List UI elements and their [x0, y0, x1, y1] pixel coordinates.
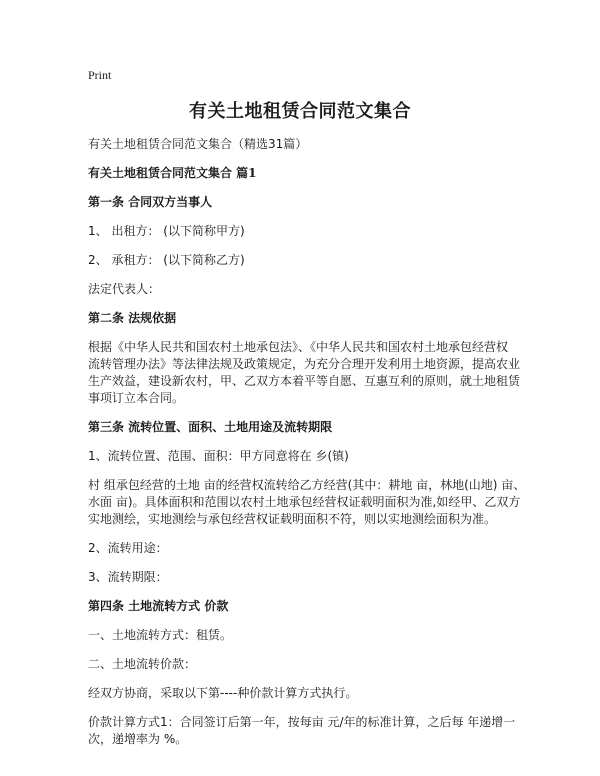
article-1-heading: 第一条 合同双方当事人	[88, 195, 213, 209]
article-1-lessor: 1、 出租方： (以下简称甲方)	[88, 224, 245, 238]
article-2-line: 根据《中华人民共和国农村土地承包法》、《中华人民共和国农村土地承包经营权	[88, 340, 509, 354]
article-3-line: 村 组承包经营的土地 亩的经营权流转给乙方经营(其中：耕地 亩，林地(山地) 亩、	[88, 478, 526, 492]
document-subtitle: 有关土地租赁合同范文集合（精选31篇）	[88, 137, 308, 151]
part-heading: 有关土地租赁合同范文集合 篇1	[88, 166, 257, 180]
article-2-line: 事项订立本合同。	[88, 391, 185, 405]
article-2-line: 生产效益，建设新农村，甲、乙双方本着平等自愿、互惠互利的原则，就土地租赁	[88, 374, 521, 388]
article-3-line: 实地测绘，实地测绘与承包经营权证载明面积不符，则以实地测绘面积为准。	[88, 512, 497, 526]
article-4-price: 二、土地流转价款：	[88, 657, 197, 671]
article-1-legal-rep: 法定代表人：	[88, 282, 161, 296]
article-4-calculation	[88, 714, 516, 748]
article-4-heading: 第四条 土地流转方式 价款	[88, 599, 229, 613]
article-2-line: 流转管理办法》等法律法规及政策规定，为充分合理开发利用土地资源，提高农业	[88, 357, 521, 371]
article-4-method: 一、土地流转方式：租赁。	[88, 628, 233, 642]
article-3-body	[88, 477, 526, 528]
article-4-negotiation: 经双方协商，采取以下第----种价款计算方式执行。	[88, 686, 358, 700]
article-4-line: 价款计算方式1：合同签订后第一年，按每亩 元/年的标准计算，之后每 年递增一	[88, 715, 516, 729]
print-label: Print	[88, 68, 112, 82]
article-3-usage: 2、流转用途：	[88, 541, 168, 555]
article-3-heading: 第三条 流转位置、面积、土地用途及流转期限	[88, 420, 333, 434]
document-title: 有关土地租赁合同范文集合	[189, 101, 411, 122]
article-3-term: 3、流转期限：	[88, 570, 168, 584]
article-2-body	[88, 339, 521, 407]
article-3-line: 水面 亩)。具体面积和范围以农村土地承包经营权证载明面积为准,如经甲、乙双方	[88, 495, 521, 509]
article-3-location: 1、流转位置、范围、面积：甲方同意将在 乡(镇)	[88, 449, 349, 463]
article-2-heading: 第二条 法规依据	[88, 311, 177, 325]
article-1-lessee: 2、 承租方： (以下简称乙方)	[88, 253, 245, 267]
article-4-line: 次，递增率为 %。	[88, 732, 188, 746]
